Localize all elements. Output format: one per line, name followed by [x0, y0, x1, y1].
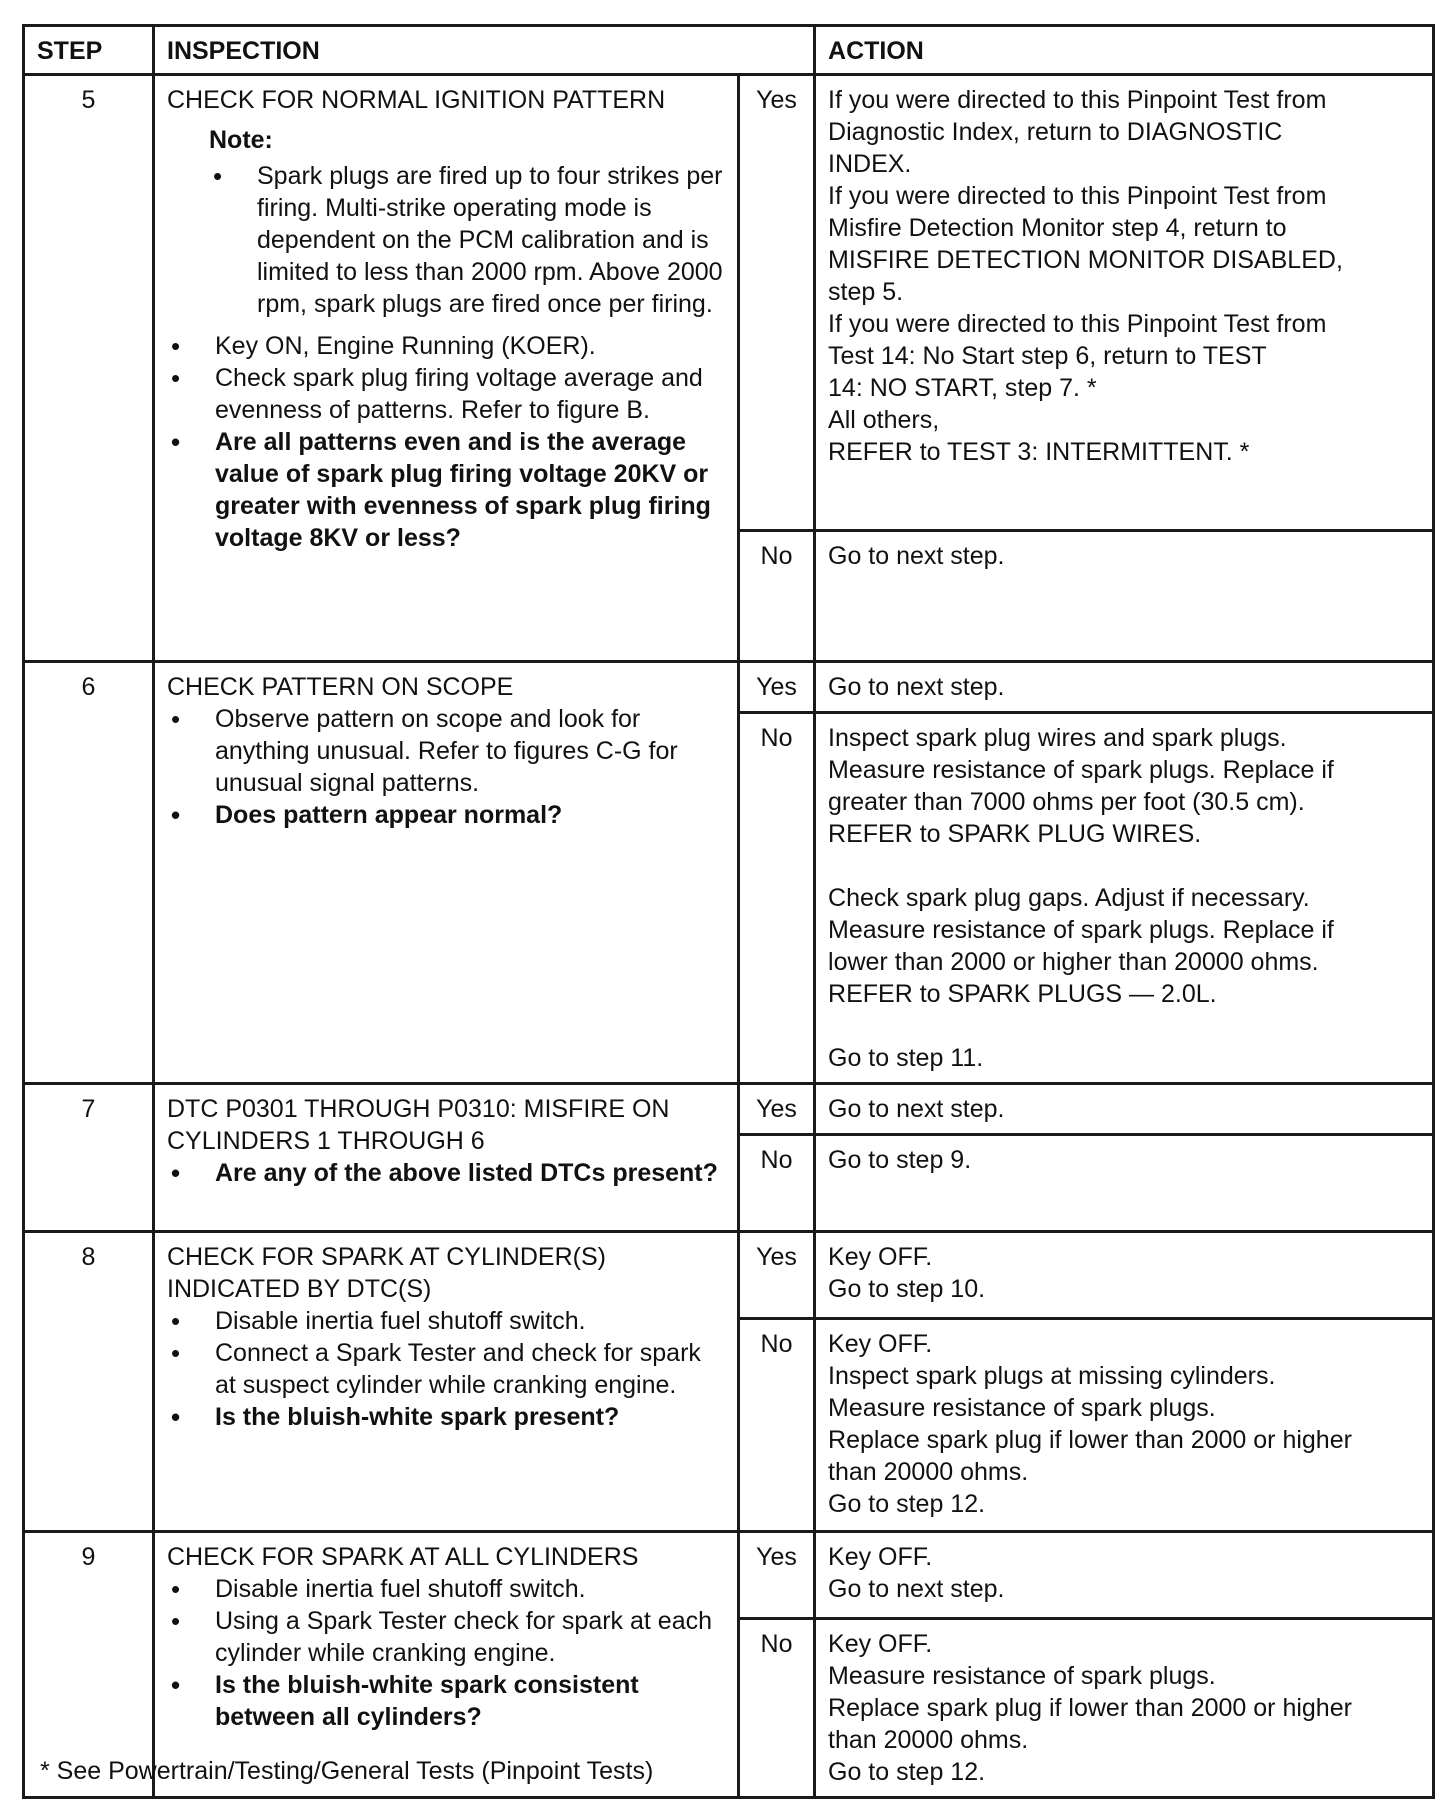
header-step: STEP: [24, 26, 154, 75]
inspection-question: • Are any of the above listed DTCs present?: [167, 1157, 725, 1189]
action-cell: [815, 1532, 1434, 1619]
answer-no: No: [739, 713, 815, 1084]
spacer: [828, 850, 1420, 882]
inspection-cell: [154, 1084, 739, 1232]
header-inspection: INSPECTION: [154, 26, 815, 75]
note-item: • Spark plugs are fired up to four strikes per firing. Multi-strike operating mode is dependent on the PCM calibration and is limited to less than 2000 rpm. Above 2000 rpm, spark plugs are fired once per firing.: [209, 160, 725, 320]
table-row: [24, 1232, 1434, 1319]
action-line: Key OFF.: [828, 1243, 933, 1271]
action-cell: [815, 1319, 1434, 1532]
inspection-list: [167, 1573, 725, 1733]
action-line: Go to step 9.: [828, 1146, 972, 1174]
answer-yes: Yes: [739, 1532, 815, 1619]
action-cell: [815, 713, 1434, 1084]
inspection-item: • Using a Spark Tester check for spark at each cylinder while cranking engine.: [167, 1605, 725, 1669]
action-line: greater than 7000 ohms per foot (30.5 cm).: [828, 788, 1305, 816]
action-line: Inspect spark plugs at missing cylinders.: [828, 1362, 1276, 1390]
diagnostic-sheet: [22, 24, 1432, 1799]
answer-yes: Yes: [739, 75, 815, 531]
action-cell: [815, 1135, 1434, 1232]
answer-no: No: [739, 531, 815, 662]
note-label: Note:: [209, 126, 273, 154]
answer-no: No: [739, 1135, 815, 1232]
action-line: Key OFF.: [828, 1543, 933, 1571]
spacer: [828, 1010, 1420, 1042]
inspection-item: • Key ON, Engine Running (KOER).: [167, 330, 725, 362]
action-line: Go to next step.: [828, 673, 1005, 701]
action-cell: [815, 1619, 1434, 1798]
action-cell: [815, 1232, 1434, 1319]
inspection-question: • Does pattern appear normal?: [167, 799, 725, 831]
step-number: 8: [24, 1232, 154, 1532]
inspection-list: [167, 1305, 725, 1433]
note-list: [209, 160, 725, 320]
action-line: If you were directed to this Pinpoint Test from: [828, 182, 1327, 210]
action-line: REFER to SPARK PLUGS — 2.0L.: [828, 980, 1217, 1008]
pinpoint-test-table: [22, 24, 1435, 1799]
inspection-list: [167, 703, 725, 831]
inspection-cell: [154, 662, 739, 1084]
action-line: Measure resistance of spark plugs. Replace if: [828, 756, 1334, 784]
inspection-item: • Check spark plug firing voltage average and evenness of patterns. Refer to figure B.: [167, 362, 725, 426]
table-body: [24, 75, 1434, 1798]
answer-no: No: [739, 1319, 815, 1532]
inspection-item: • Disable inertia fuel shutoff switch.: [167, 1573, 725, 1605]
action-line: Measure resistance of spark plugs.: [828, 1394, 1216, 1422]
table-row: [24, 662, 1434, 713]
inspection-item: • Observe pattern on scope and look for anything unusual. Refer to figures C-G for unusual signal patterns.: [167, 703, 725, 799]
inspection-question: • Are all patterns even and is the average value of spark plug firing voltage 20KV or greater with evenness of spark plug firing voltage 8KV or less?: [167, 426, 725, 554]
header-row: [24, 26, 1434, 75]
action-cell: [815, 1084, 1434, 1135]
action-line: Inspect spark plug wires and spark plugs.: [828, 724, 1287, 752]
inspection-list: [167, 330, 725, 554]
action-line: If you were directed to this Pinpoint Test from: [828, 86, 1327, 114]
answer-yes: Yes: [739, 1232, 815, 1319]
table-row: [24, 75, 1434, 531]
action-line: Replace spark plug if lower than 2000 or higher: [828, 1426, 1352, 1454]
action-line: Key OFF.: [828, 1330, 933, 1358]
action-line: INDEX.: [828, 150, 912, 178]
answer-yes: Yes: [739, 662, 815, 713]
inspection-list: [167, 1157, 725, 1189]
action-cell: [815, 662, 1434, 713]
action-line: MISFIRE DETECTION MONITOR DISABLED,: [828, 246, 1343, 274]
action-line: than 20000 ohms.: [828, 1726, 1029, 1754]
answer-no: No: [739, 1619, 815, 1798]
action-line: Measure resistance of spark plugs.: [828, 1662, 1216, 1690]
action-line: REFER to TEST 3: INTERMITTENT. *: [828, 438, 1250, 466]
action-line: Test 14: No Start step 6, return to TEST: [828, 342, 1267, 370]
step-number: 7: [24, 1084, 154, 1232]
action-line: Go to step 10.: [828, 1275, 986, 1303]
action-line: REFER to SPARK PLUG WIRES.: [828, 820, 1202, 848]
action-line: Diagnostic Index, return to DIAGNOSTIC: [828, 118, 1283, 146]
inspection-title: DTC P0301 THROUGH P0310: MISFIRE ON CYLINDERS 1 THROUGH 6: [167, 1095, 670, 1155]
action-line: Go to next step.: [828, 1575, 1005, 1603]
header-action: ACTION: [815, 26, 1434, 75]
footnote: * See Powertrain/Testing/General Tests (Pinpoint Tests): [40, 1757, 654, 1785]
answer-yes: Yes: [739, 1084, 815, 1135]
inspection-question: • Is the bluish-white spark consistent between all cylinders?: [167, 1669, 725, 1733]
step-number: 6: [24, 662, 154, 1084]
action-line: Go to next step.: [828, 542, 1005, 570]
action-line: Key OFF.: [828, 1630, 933, 1658]
action-line: Replace spark plug if lower than 2000 or higher: [828, 1694, 1352, 1722]
action-line: lower than 2000 or higher than 20000 ohms.: [828, 948, 1319, 976]
inspection-title: CHECK FOR NORMAL IGNITION PATTERN: [167, 86, 666, 114]
action-line: All others,: [828, 406, 940, 434]
step-number: 5: [24, 75, 154, 662]
table-row: [24, 1532, 1434, 1619]
action-line: Go to step 12.: [828, 1490, 986, 1518]
inspection-title: CHECK FOR SPARK AT ALL CYLINDERS: [167, 1543, 639, 1571]
inspection-cell: [154, 75, 739, 662]
action-line: step 5.: [828, 278, 904, 306]
action-line: Misfire Detection Monitor step 4, return to: [828, 214, 1287, 242]
action-line: Go to step 11.: [828, 1044, 984, 1072]
action-line: Check spark plug gaps. Adjust if necessary.: [828, 884, 1310, 912]
action-cell: [815, 531, 1434, 662]
table-row: [24, 1084, 1434, 1135]
action-cell: [815, 75, 1434, 531]
inspection-item: • Connect a Spark Tester and check for spark at suspect cylinder while cranking engine.: [167, 1337, 725, 1401]
action-line: 14: NO START, step 7. *: [828, 374, 1097, 402]
action-line: If you were directed to this Pinpoint Test from: [828, 310, 1327, 338]
inspection-title: CHECK PATTERN ON SCOPE: [167, 673, 514, 701]
action-line: Go to next step.: [828, 1095, 1005, 1123]
action-line: Measure resistance of spark plugs. Replace if: [828, 916, 1334, 944]
inspection-question: • Is the bluish-white spark present?: [167, 1401, 725, 1433]
step-number: 9: [24, 1532, 154, 1798]
inspection-cell: [154, 1232, 739, 1532]
inspection-item: • Disable inertia fuel shutoff switch.: [167, 1305, 725, 1337]
action-line: than 20000 ohms.: [828, 1458, 1029, 1486]
inspection-title: CHECK FOR SPARK AT CYLINDER(S) INDICATED BY DTC(S): [167, 1243, 606, 1303]
action-line: Go to step 12.: [828, 1758, 986, 1786]
